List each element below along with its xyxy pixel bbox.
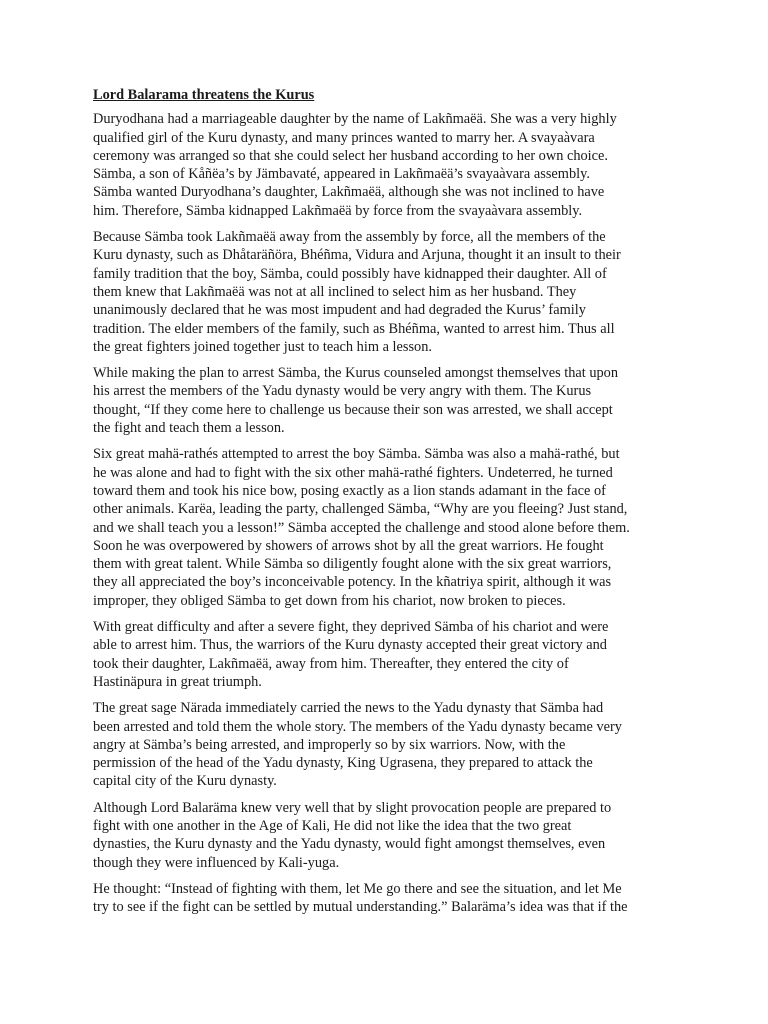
text-line: The great sage Närada immediately carried the news to the Yadu dynasty that Sämba had bbox=[93, 700, 604, 717]
text-line: Because Sämba took Lakñmaëä away from the assembly by force, all the members of the bbox=[93, 229, 606, 246]
paragraph bbox=[93, 699, 675, 790]
text-line: the great fighters joined together just to teach him a lesson. bbox=[93, 338, 432, 355]
paragraph bbox=[93, 228, 675, 356]
document-body bbox=[93, 86, 675, 924]
text-line: his arrest the members of the Yadu dynasty would be very angry with them. The Kurus bbox=[93, 383, 592, 400]
paragraph bbox=[93, 880, 675, 917]
text-line: Sämba wanted Duryodhana’s daughter, Lakñmaëä, although she was not inclined to have bbox=[93, 184, 605, 201]
text-line: Hastinäpura in great triumph. bbox=[93, 673, 262, 690]
text-line: try to see if the fight can be settled by mutual understanding.” Balaräma’s idea was that if the bbox=[93, 899, 628, 916]
paragraph bbox=[93, 618, 675, 691]
text-line: been arrested and told them the whole story. The members of the Yadu dynasty became very bbox=[93, 718, 622, 735]
text-line: and we shall teach you a lesson!” Sämba accepted the challenge and stood alone before them. bbox=[93, 519, 630, 536]
text-line: he was alone and had to fight with the six other mahä-rathé fighters. Undeterred, he turned bbox=[93, 464, 613, 481]
text-line: other animals. Karëa, leading the party, challenged Sämba, “Why are you fleeing? Just stand, bbox=[93, 501, 628, 518]
paragraph bbox=[93, 445, 675, 610]
text-line: dynasties, the Kuru dynasty and the Yadu dynasty, would fight amongst themselves, even bbox=[93, 836, 606, 853]
text-line: improper, they obliged Sämba to get down from his chariot, now broken to pieces. bbox=[93, 592, 566, 609]
text-line: they all appreciated the boy’s inconceivable potency. In the kñatriya spirit, although it was bbox=[93, 574, 612, 591]
text-line: Six great mahä-rathés attempted to arrest the boy Sämba. Sämba was also a mahä-rathé, but bbox=[93, 446, 620, 463]
text-line: family tradition that the boy, Sämba, could possibly have kidnapped their daughter. All of bbox=[93, 265, 607, 282]
text-line: took their daughter, Lakñmaëä, away from him. Thereafter, they entered the city of bbox=[93, 655, 569, 672]
text-line: thought, “If they come here to challenge us because their son was arrested, we shall accept bbox=[93, 401, 613, 418]
text-line: able to arrest him. Thus, the warriors of the Kuru dynasty accepted their great victory and bbox=[93, 637, 607, 654]
paragraph bbox=[93, 799, 675, 872]
text-line: fight with one another in the Age of Kali, He did not like the idea that the two great bbox=[93, 817, 572, 834]
paragraph bbox=[93, 110, 675, 220]
text-line: ceremony was arranged so that she could select her husband according to her own choice. bbox=[93, 147, 608, 164]
text-line: Sämba, a son of Kåñëa’s by Jämbavaté, appeared in Lakñmaëä’s svayaàvara assembly. bbox=[93, 166, 590, 183]
text-line: permission of the head of the Yadu dynasty, King Ugrasena, they prepared to attack the bbox=[93, 755, 593, 772]
paragraph bbox=[93, 364, 675, 437]
text-line: While making the plan to arrest Sämba, the Kurus counseled amongst themselves that upon bbox=[93, 365, 619, 382]
text-line: With great difficulty and after a severe fight, they deprived Sämba of his chariot and were bbox=[93, 619, 609, 636]
document-title: Lord Balarama threatens the Kurus bbox=[93, 87, 315, 103]
text-line: angry at Sämba’s being arrested, and improperly so by six warriors. Now, with the bbox=[93, 736, 566, 753]
paragraph-list bbox=[93, 110, 675, 916]
text-line: Kuru dynasty, such as Dhåtaräñöra, Bhéñma, Vidura and Arjuna, thought it an insult to their bbox=[93, 247, 621, 264]
text-line: unanimously declared that he was most impudent and had degraded the Kurus’ family bbox=[93, 302, 586, 319]
text-line: them knew that Lakñmaëä was not at all inclined to select him as her husband. They bbox=[93, 283, 577, 300]
text-line: Soon he was overpowered by showers of arrows shot by all the great warriors. He fought bbox=[93, 537, 604, 554]
text-line: though they were influenced by Kali-yuga. bbox=[93, 854, 340, 871]
text-line: tradition. The elder members of the family, such as Bhéñma, wanted to arrest him. Thus all bbox=[93, 320, 615, 337]
text-line: Although Lord Balaräma knew very well that by slight provocation people are prepared to bbox=[93, 799, 612, 816]
text-line: him. Therefore, Sämba kidnapped Lakñmaëä by force from the svayaàvara assembly. bbox=[93, 202, 583, 219]
text-line: them with great talent. While Sämba so diligently fought alone with the six great warriors, bbox=[93, 556, 612, 573]
text-line: qualified girl of the Kuru dynasty, and many princes wanted to marry her. A svayaàvara bbox=[93, 129, 595, 146]
text-line: capital city of the Kuru dynasty. bbox=[93, 773, 277, 790]
text-line: He thought: “Instead of fighting with them, let Me go there and see the situation, and let Me bbox=[93, 880, 622, 897]
text-line: Duryodhana had a marriageable daughter by the name of Lakñmaëä. She was a very highly bbox=[93, 111, 617, 128]
text-line: toward them and took his nice bow, posing exactly as a lion stands adamant in the face of bbox=[93, 482, 606, 499]
text-line: the fight and teach them a lesson. bbox=[93, 420, 285, 437]
